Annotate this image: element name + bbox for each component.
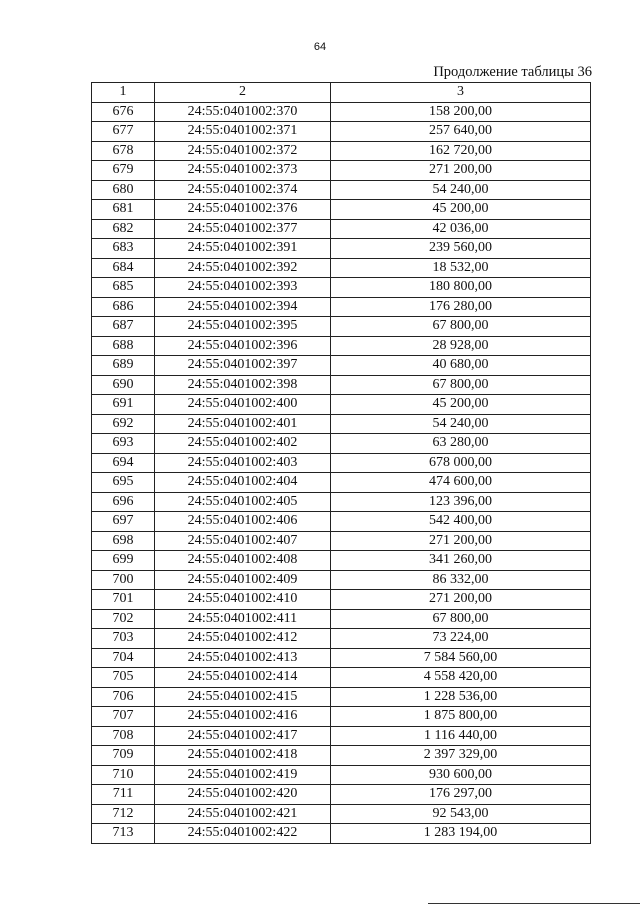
row-number-cell: 696 [92,492,155,512]
value-cell: 73 224,00 [331,629,591,649]
row-number-cell: 684 [92,258,155,278]
cadastral-number-cell: 24:55:0401002:415 [155,687,331,707]
value-cell: 54 240,00 [331,180,591,200]
cadastral-number-cell: 24:55:0401002:407 [155,531,331,551]
cadastral-number-cell: 24:55:0401002:373 [155,161,331,181]
cadastral-number-cell: 24:55:0401002:412 [155,629,331,649]
table-row [92,492,591,512]
cadastral-number-cell: 24:55:0401002:420 [155,785,331,805]
value-cell: 18 532,00 [331,258,591,278]
value-cell: 45 200,00 [331,395,591,415]
value-cell: 1 875 800,00 [331,707,591,727]
table-row [92,512,591,532]
table-row [92,707,591,727]
row-number-cell: 676 [92,102,155,122]
row-number-cell: 688 [92,336,155,356]
table-row [92,687,591,707]
row-number-cell: 690 [92,375,155,395]
table-row [92,551,591,571]
table-header-row [92,83,591,103]
table-row [92,473,591,493]
cadastral-number-cell: 24:55:0401002:406 [155,512,331,532]
row-number-cell: 698 [92,531,155,551]
value-cell: 42 036,00 [331,219,591,239]
row-number-cell: 701 [92,590,155,610]
value-cell: 2 397 329,00 [331,746,591,766]
cadastral-number-cell: 24:55:0401002:391 [155,239,331,259]
cadastral-number-cell: 24:55:0401002:393 [155,278,331,298]
value-cell: 162 720,00 [331,141,591,161]
page-edge-line [428,903,640,904]
value-cell: 474 600,00 [331,473,591,493]
table-row [92,278,591,298]
value-cell: 678 000,00 [331,453,591,473]
table-row [92,726,591,746]
row-number-cell: 694 [92,453,155,473]
value-cell: 176 297,00 [331,785,591,805]
row-number-cell: 682 [92,219,155,239]
table-body [92,102,591,843]
table-caption: Продолжение таблицы 36 [433,64,592,80]
table-row [92,824,591,844]
cadastral-number-cell: 24:55:0401002:398 [155,375,331,395]
value-cell: 7 584 560,00 [331,648,591,668]
value-cell: 180 800,00 [331,278,591,298]
table-row [92,765,591,785]
row-number-cell: 706 [92,687,155,707]
table-row [92,570,591,590]
cadastral-number-cell: 24:55:0401002:400 [155,395,331,415]
cadastral-number-cell: 24:55:0401002:417 [155,726,331,746]
cadastral-number-cell: 24:55:0401002:396 [155,336,331,356]
cadastral-number-cell: 24:55:0401002:371 [155,122,331,142]
row-number-cell: 681 [92,200,155,220]
table-row [92,804,591,824]
cadastral-number-cell: 24:55:0401002:394 [155,297,331,317]
cadastral-number-cell: 24:55:0401002:392 [155,258,331,278]
value-cell: 40 680,00 [331,356,591,376]
page-number: 64 [313,41,327,53]
cadastral-number-cell: 24:55:0401002:409 [155,570,331,590]
cadastral-number-cell: 24:55:0401002:414 [155,668,331,688]
value-cell: 54 240,00 [331,414,591,434]
table-row [92,668,591,688]
cadastral-number-cell: 24:55:0401002:416 [155,707,331,727]
value-cell: 1 116 440,00 [331,726,591,746]
row-number-cell: 687 [92,317,155,337]
cadastral-number-cell: 24:55:0401002:422 [155,824,331,844]
row-number-cell: 697 [92,512,155,532]
value-cell: 1 228 536,00 [331,687,591,707]
cadastral-number-cell: 24:55:0401002:404 [155,473,331,493]
cadastral-number-cell: 24:55:0401002:411 [155,609,331,629]
value-cell: 176 280,00 [331,297,591,317]
row-number-cell: 693 [92,434,155,454]
cadastral-number-cell: 24:55:0401002:395 [155,317,331,337]
cadastral-number-cell: 24:55:0401002:408 [155,551,331,571]
table-row [92,122,591,142]
cadastral-number-cell: 24:55:0401002:397 [155,356,331,376]
row-number-cell: 704 [92,648,155,668]
table-row [92,395,591,415]
value-cell: 4 558 420,00 [331,668,591,688]
value-cell: 271 200,00 [331,590,591,610]
table-row [92,414,591,434]
table-row [92,219,591,239]
value-cell: 930 600,00 [331,765,591,785]
row-number-cell: 689 [92,356,155,376]
table-row [92,609,591,629]
table-row [92,297,591,317]
table-row [92,453,591,473]
row-number-cell: 691 [92,395,155,415]
row-number-cell: 702 [92,609,155,629]
row-number-cell: 708 [92,726,155,746]
value-cell: 158 200,00 [331,102,591,122]
row-number-cell: 711 [92,785,155,805]
row-number-cell: 703 [92,629,155,649]
cadastral-number-cell: 24:55:0401002:418 [155,746,331,766]
table-row [92,180,591,200]
value-cell: 63 280,00 [331,434,591,454]
row-number-cell: 713 [92,824,155,844]
table-row [92,200,591,220]
row-number-cell: 709 [92,746,155,766]
table-row [92,258,591,278]
row-number-cell: 679 [92,161,155,181]
table-row [92,531,591,551]
value-cell: 1 283 194,00 [331,824,591,844]
cadastral-number-cell: 24:55:0401002:377 [155,219,331,239]
row-number-cell: 695 [92,473,155,493]
table-row [92,102,591,122]
row-number-cell: 683 [92,239,155,259]
value-cell: 341 260,00 [331,551,591,571]
value-cell: 67 800,00 [331,609,591,629]
value-cell: 271 200,00 [331,531,591,551]
data-table [91,82,591,844]
cadastral-number-cell: 24:55:0401002:376 [155,200,331,220]
column-header-3: 3 [331,83,591,103]
row-number-cell: 707 [92,707,155,727]
table-row [92,785,591,805]
row-number-cell: 685 [92,278,155,298]
table-row [92,375,591,395]
table-row [92,141,591,161]
table-row [92,746,591,766]
table-row [92,356,591,376]
cadastral-number-cell: 24:55:0401002:419 [155,765,331,785]
row-number-cell: 699 [92,551,155,571]
value-cell: 123 396,00 [331,492,591,512]
value-cell: 271 200,00 [331,161,591,181]
value-cell: 86 332,00 [331,570,591,590]
value-cell: 92 543,00 [331,804,591,824]
cadastral-number-cell: 24:55:0401002:372 [155,141,331,161]
table-row [92,336,591,356]
table-row [92,590,591,610]
cadastral-number-cell: 24:55:0401002:374 [155,180,331,200]
row-number-cell: 712 [92,804,155,824]
value-cell: 28 928,00 [331,336,591,356]
value-cell: 45 200,00 [331,200,591,220]
cadastral-number-cell: 24:55:0401002:402 [155,434,331,454]
table-row [92,161,591,181]
column-header-1: 1 [92,83,155,103]
cadastral-number-cell: 24:55:0401002:401 [155,414,331,434]
cadastral-number-cell: 24:55:0401002:410 [155,590,331,610]
table-row [92,648,591,668]
row-number-cell: 680 [92,180,155,200]
row-number-cell: 678 [92,141,155,161]
cadastral-number-cell: 24:55:0401002:403 [155,453,331,473]
cadastral-number-cell: 24:55:0401002:413 [155,648,331,668]
row-number-cell: 710 [92,765,155,785]
table-row [92,434,591,454]
cadastral-number-cell: 24:55:0401002:405 [155,492,331,512]
cadastral-number-cell: 24:55:0401002:421 [155,804,331,824]
column-header-2: 2 [155,83,331,103]
cadastral-number-cell: 24:55:0401002:370 [155,102,331,122]
row-number-cell: 686 [92,297,155,317]
row-number-cell: 677 [92,122,155,142]
row-number-cell: 700 [92,570,155,590]
value-cell: 239 560,00 [331,239,591,259]
value-cell: 257 640,00 [331,122,591,142]
value-cell: 67 800,00 [331,317,591,337]
table-row [92,629,591,649]
value-cell: 67 800,00 [331,375,591,395]
row-number-cell: 692 [92,414,155,434]
table-row [92,239,591,259]
value-cell: 542 400,00 [331,512,591,532]
row-number-cell: 705 [92,668,155,688]
table-row [92,317,591,337]
